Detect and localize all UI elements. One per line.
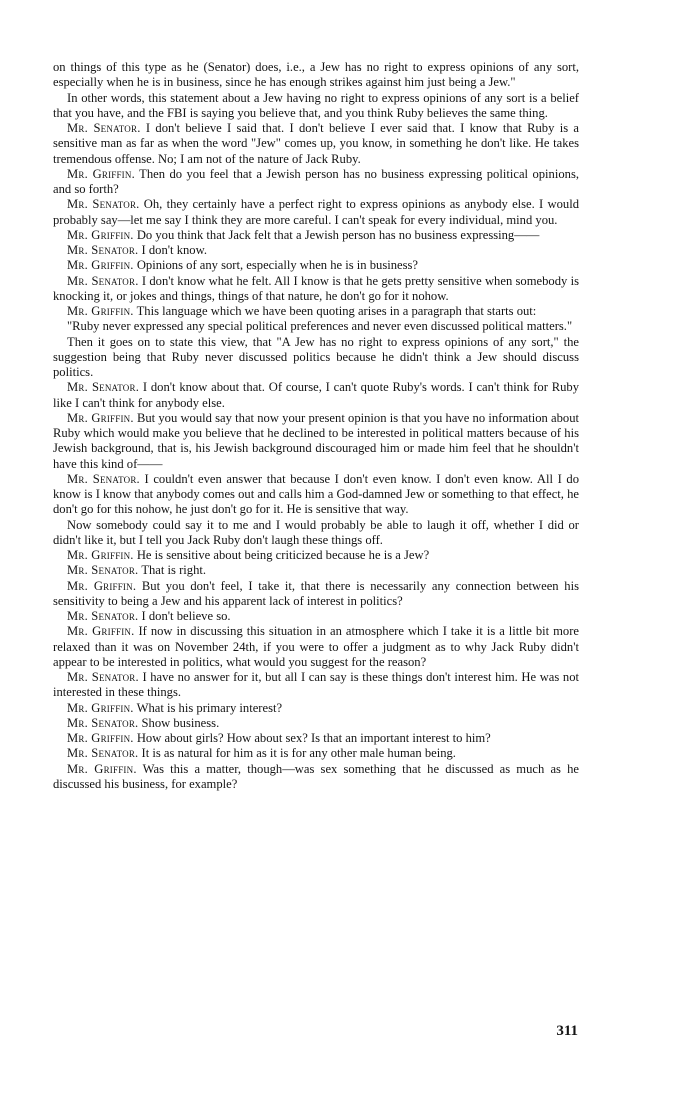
paragraph-text: I don't know about that. Of course, I can't quote Ruby's words. I can't think for Ruby like I can't think for anybody else. [53, 380, 579, 410]
testimony-paragraph [53, 380, 579, 411]
paragraph-text: What is his primary interest? [136, 700, 283, 715]
paragraph-text: That is right. [141, 563, 207, 578]
paragraph-text: I don't believe I said that. I don't believe I ever said that. I know that Ruby is a sensitive man as far as when the word "Jew" comes up, you know, in something he don't like. He takes tremendous offense. No; I am not of the nature of Jack Ruby. [53, 121, 580, 166]
paragraph-text: on things of this type as he (Senator) does, i.e., a Jew has no right to express opinions of any sort, especially when he is in business, since he has enough strikes against him just being a Jew." [53, 60, 579, 90]
paragraph-text: "Ruby never expressed any special political preferences and never even discussed political matters." [67, 319, 573, 334]
speaker-label: Mr. Griffin. [67, 700, 134, 715]
paragraph-text: In other words, this statement about a Jew having no right to express opinions of any sort is a belief that you have, and the FBI is saying you believe that, and you think Ruby believes the same thing. [53, 90, 579, 120]
page-number: 311 [556, 1023, 578, 1039]
speaker-label: Mr. Griffin. [67, 578, 137, 593]
speaker-label: Mr. Senator. [67, 746, 139, 761]
speaker-label: Mr. Griffin. [67, 304, 134, 318]
testimony-paragraph [53, 563, 579, 578]
testimony-paragraph [53, 91, 579, 122]
testimony-paragraph [53, 701, 579, 716]
testimony-paragraph [53, 716, 579, 731]
testimony-paragraph [53, 762, 579, 793]
testimony-paragraph [53, 319, 579, 334]
testimony-paragraph [53, 579, 579, 610]
paragraph-text: Then do you feel that a Jewish person has no business expressing political opinions, and so forth? [53, 166, 579, 196]
paragraph-text: Show business. [141, 715, 220, 730]
speaker-label: Mr. Griffin. [67, 227, 134, 242]
speaker-label: Mr. Senator. [67, 197, 140, 212]
paragraph-text: But you don't feel, I take it, that there is necessarily any connection between his sensitivity to being a Jew and his apparent lack of interest in politics? [53, 578, 579, 608]
paragraph-text: It is as natural for him as it is for any other male human being. [141, 746, 456, 761]
paragraph-text: Oh, they certainly have a perfect right to express opinions as anybody else. I would probably say—let me say I think they are more careful. I can't speak for every individual, mind you. [53, 197, 579, 227]
paragraph-text: I don't know. [141, 243, 208, 257]
testimony-paragraph [53, 624, 579, 670]
testimony-paragraph [53, 304, 579, 319]
testimony-paragraph [53, 121, 579, 167]
speaker-label: Mr. Griffin. [67, 761, 137, 776]
testimony-paragraph [53, 411, 579, 472]
speaker-label: Mr. Senator. [67, 609, 139, 623]
paragraph-text: He is sensitive about being criticized because he is a Jew? [136, 548, 430, 562]
paragraph-text: I couldn't even answer that because I don't even know. I don't even know. All I do know is I know that anybody comes out and calls him a God-damned Jew or something to that effect, he don't go for this nohow, he just don't go for it. He is sensitive that way. [53, 471, 580, 517]
speaker-label: Mr. Senator. [67, 243, 139, 257]
paragraph-text: Then it goes on to state this view, that "A Jew has no right to express opinions of any sort," the suggestion being that Ruby never discussed politics because he didn't think a Jew should discuss politics. [53, 334, 579, 379]
testimony-paragraph [53, 228, 579, 243]
speaker-label: Mr. Senator. [67, 670, 139, 684]
testimony-paragraph [53, 472, 579, 518]
paragraph-text: I have no answer for it, but all I can say is these things don't interest him. He was not interested in these things. [53, 670, 579, 700]
testimony-paragraph [53, 731, 579, 746]
testimony-paragraph [53, 274, 579, 305]
paragraph-text: How about girls? How about sex? Is that an important interest to him? [136, 731, 491, 745]
speaker-label: Mr. Senator. [67, 715, 139, 730]
testimony-paragraph [53, 518, 579, 549]
speaker-label: Mr. Griffin. [67, 731, 134, 745]
paragraph-text: But you would say that now your present opinion is that you have no information about Ruby which would make you believe that he declined to be interested in political matters because of his Jewish background, that is, his Jewish background discouraged him or made him feel that he shouldn't have this kind of—— [53, 410, 579, 471]
testimony-paragraph [53, 258, 579, 273]
paragraph-text: Do you think that Jack felt that a Jewish person has no business expressing—— [136, 227, 540, 242]
testimony-paragraph [53, 335, 579, 381]
testimony-body [53, 60, 579, 792]
testimony-paragraph [53, 548, 579, 563]
testimony-paragraph [53, 609, 579, 624]
speaker-label: Mr. Senator. [67, 471, 140, 486]
paragraph-text: Was this a matter, though—was sex something that he discussed as much as he discussed his business, for example? [53, 761, 579, 791]
testimony-paragraph [53, 197, 579, 228]
paragraph-text: If now in discussing this situation in an atmosphere which I take it is a little bit more relaxed than it was on November 24th, if you were to offer a judgment as to why Jack Ruby didn't appear to be interested in politics, what would you suggest for the reason? [53, 624, 579, 669]
testimony-paragraph [53, 60, 579, 91]
paragraph-text: This language which we have been quoting arises in a paragraph that starts out: [136, 304, 537, 318]
speaker-label: Mr. Griffin. [67, 410, 134, 425]
testimony-paragraph [53, 670, 579, 701]
paragraph-text: I don't know what he felt. All I know is that he gets pretty sensitive when somebody is knocking it, or jokes and things, things of that nature, he don't go for it nohow. [53, 273, 580, 303]
testimony-paragraph [53, 167, 579, 198]
paragraph-text: Opinions of any sort, especially when he is in business? [136, 258, 419, 273]
speaker-label: Mr. Senator. [67, 563, 139, 578]
speaker-label: Mr. Griffin. [67, 624, 135, 639]
testimony-paragraph [53, 746, 579, 761]
speaker-label: Mr. Griffin. [67, 548, 134, 562]
speaker-label: Mr. Griffin. [67, 166, 135, 181]
testimony-paragraph [53, 243, 579, 258]
speaker-label: Mr. Senator. [67, 273, 139, 288]
speaker-label: Mr. Senator. [67, 121, 141, 135]
speaker-label: Mr. Griffin. [67, 258, 134, 273]
paragraph-text: I don't believe so. [141, 609, 231, 623]
speaker-label: Mr. Senator. [67, 380, 140, 395]
paragraph-text: Now somebody could say it to me and I would probably be able to laugh it off, whether I did or didn't like it, but I tell you Jack Ruby don't laugh these things off. [53, 517, 579, 547]
